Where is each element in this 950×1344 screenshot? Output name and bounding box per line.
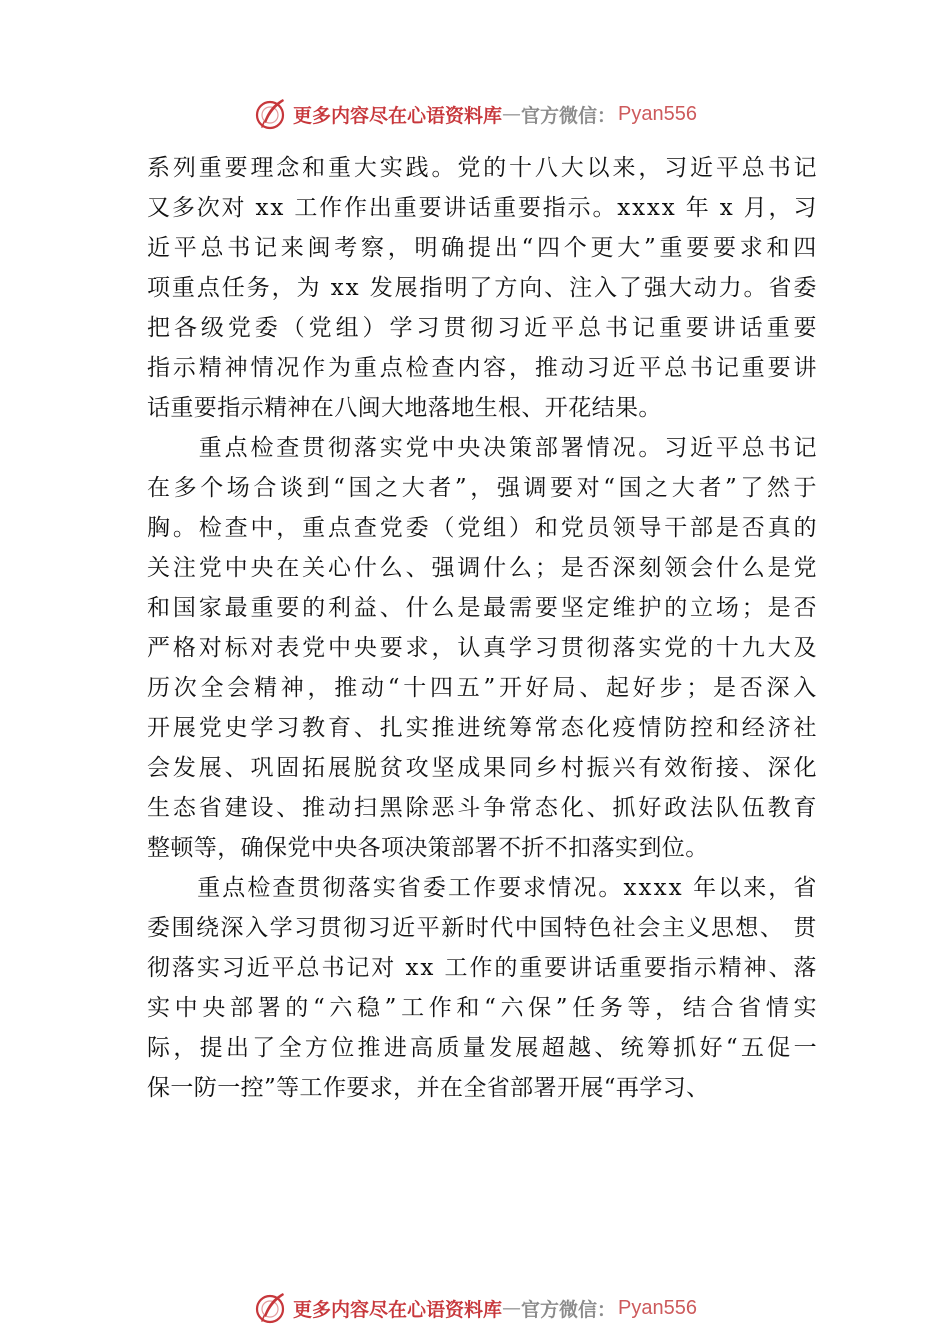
text-line: 话重要指示精神在八闽大地落地生根、开花结果。: [147, 395, 662, 421]
header-account-id: Pyan556: [618, 102, 697, 125]
text-line: 开 展 党 史 学 习 教 育 、 扎 实 推 进 统 筹 常 态 化 疫 情 防 控 和 经 济 社: [147, 715, 817, 741]
text-line: 和 国 家 最 重 要 的 利 益 、 什 么 是 最 需 要 坚 定 维 护 的 立 场 ； 是 否: [147, 595, 817, 621]
quill-pen-logo-icon: [253, 1290, 289, 1326]
text-line: 生 态 省 建 设 、 推 动 扫 黑 除 恶 斗 争 常 态 化 、 抓 好 政 法 队 伍 教 育: [147, 795, 817, 821]
footer-account-label: 官方微信：: [521, 1298, 617, 1321]
footer-brand: 更多内容尽在心语资料库: [293, 1298, 503, 1321]
header-brand: 更多内容尽在心语资料库: [293, 104, 503, 127]
text-line: 在 多 个 场 合 谈 到 “ 国 之 大 者 ” ， 强 调 要 对 “ 国 之 大 者 ” 了 然 于: [147, 475, 817, 501]
text-line: 胸 。 检 查 中 ， 重 点 查 党 委 （ 党 组 ） 和 党 员 领 导 干 部 是 否 真 的: [147, 515, 817, 541]
header-banner: [0, 94, 950, 134]
quill-pen-logo-icon: [253, 96, 289, 132]
text-line: 把 各 级 党 委 （ 党 组 ） 学 习 贯 彻 习 近 平 总 书 记 重 要 讲 话 重 要: [147, 315, 817, 341]
header-account-label: 官方微信：: [521, 104, 617, 127]
header-separator: —: [502, 103, 522, 125]
footer-banner: [0, 1288, 950, 1328]
text-line: 又 多 次 对 x x 工 作 作 出 重 要 讲 话 重 要 指 示 。 x x x x 年 x 月 ， 习: [147, 195, 817, 221]
text-line: 重 点 检 查 贯 彻 落 实 党 中 央 决 策 部 署 情 况 。 习 近 平 总 书 记: [198, 435, 817, 461]
footer-account-id: Pyan556: [618, 1296, 697, 1319]
text-line: 彻 落 实 习 近 平 总 书 记 对 x x 工 作 的 重 要 讲 话 重 要 指 示 精 神 、 落: [147, 955, 817, 981]
text-line: 际 ， 提 出 了 全 方 位 推 进 高 质 量 发 展 超 越 、 统 筹 抓 好 “ 五 促 一: [147, 1035, 817, 1061]
text-line: 重 点 检 查 贯 彻 落 实 省 委 工 作 要 求 情 况 。 x x x x 年 以 来 ， 省: [197, 875, 817, 901]
text-line: 指 示 精 神 情 况 作 为 重 点 检 查 内 容 ， 推 动 习 近 平 总 书 记 重 要 讲: [147, 355, 817, 381]
text-line: 会 发 展 、 巩 固 拓 展 脱 贫 攻 坚 成 果 同 乡 村 振 兴 有 效 衔 接 、 深 化: [147, 755, 817, 781]
text-line: 保一防一控”等工作要求，并在全省部署开展“再学习、: [147, 1075, 710, 1101]
text-line: 整顿等，确保党中央各项决策部署不折不扣落实到位。: [147, 835, 709, 861]
document-body: [147, 148, 817, 1108]
text-line: 严 格 对 标 对 表 党 中 央 要 求 ， 认 真 学 习 贯 彻 落 实 党 的 十 九 大 及: [147, 635, 817, 661]
footer-separator: —: [502, 1297, 522, 1319]
text-line: 近 平 总 书 记 来 闽 考 察 ， 明 确 提 出 “ 四 个 更 大 ” 重 要 要 求 和 四: [147, 235, 817, 261]
text-line: 系 列 重 要 理 念 和 重 大 实 践 。 党 的 十 八 大 以 来 ， 习 近 平 总 书 记: [147, 155, 817, 181]
text-line: 关 注 党 中 央 在 关 心 什 么 、 强 调 什 么 ； 是 否 深 刻 领 会 什 么 是 党: [147, 555, 817, 581]
text-line: 实 中 央 部 署 的 “ 六 稳 ” 工 作 和 “ 六 保 ” 任 务 等 ， 结 合 省 情 实: [147, 995, 817, 1021]
text-line: 委 围 绕 深 入 学 习 贯 彻 习 近 平 新 时 代 中 国 特 色 社 会 主 义 思 想 、 贯: [147, 915, 817, 941]
text-line: 历 次 全 会 精 神 ， 推 动 “ 十 四 五 ” 开 好 局 、 起 好 步 ； 是 否 深 入: [147, 675, 817, 701]
text-line: 项 重 点 任 务 ， 为 x x 发 展 指 明 了 方 向 、 注 入 了 强 大 动 力 。 省 委: [147, 275, 817, 301]
